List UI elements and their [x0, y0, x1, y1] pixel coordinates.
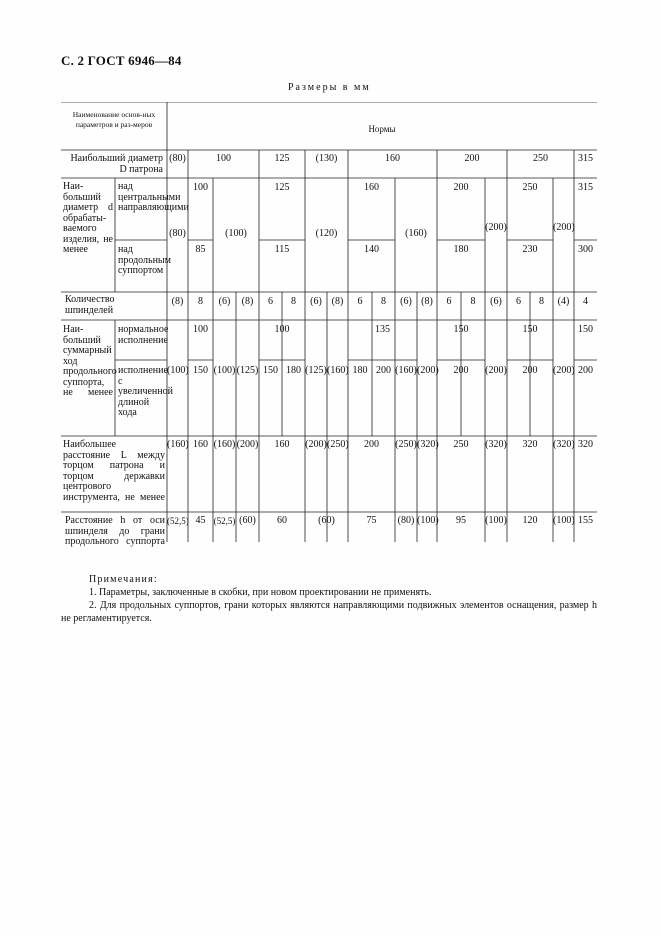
carriage-stroke-label: Наи-больший суммарный ход продольного суппорта, не менее: [63, 324, 117, 398]
table-cell: 100: [193, 324, 208, 335]
table-cell: (80): [169, 228, 186, 239]
table-cell: (60): [239, 515, 256, 526]
table-cell: 200: [522, 365, 538, 376]
table-cell: (250): [327, 439, 349, 450]
table-cell: 160: [364, 182, 379, 193]
table-cell: (8): [331, 296, 344, 307]
norms-header: Нормы: [368, 124, 396, 134]
table-cell: 6: [516, 296, 521, 307]
table-cell: (6): [490, 296, 502, 307]
table-cell: 85: [195, 244, 206, 255]
table-cell: 100: [216, 153, 231, 164]
table-cell: 200: [453, 365, 469, 376]
table-cell: 200: [578, 365, 593, 376]
table-cell: 250: [533, 153, 548, 164]
notes: [61, 573, 597, 625]
table-cell: (6): [218, 296, 231, 307]
table-cell: 6: [268, 296, 273, 307]
table-cell: 95: [456, 515, 466, 526]
param-header: Наименование основ-ных параметров и раз-меров: [72, 110, 156, 129]
table-cell: 180: [286, 365, 301, 376]
table-cell: (200): [485, 365, 507, 376]
table-cell: 250: [453, 439, 469, 450]
table-cell: 8: [198, 296, 203, 307]
distance-h-label: Расстояние h от оси шпинделя до грани продольного суппорта: [65, 515, 165, 547]
table-cell: 150: [453, 324, 469, 335]
table-cell: (100): [485, 515, 507, 526]
units-caption: Размеры в мм: [288, 82, 371, 93]
table-cell: 6: [446, 296, 452, 307]
table-cell: (200): [236, 439, 259, 450]
table-cell: 250: [522, 182, 538, 193]
table-cell: 180: [352, 365, 368, 376]
table-cell: (130): [315, 153, 338, 164]
table-cell: 150: [522, 324, 538, 335]
extended-version-label: исполнение с увеличенной длиной хода: [118, 365, 173, 418]
table-cell: (320): [485, 439, 507, 450]
table-cell: (52,5): [167, 516, 189, 526]
table-cell: 60: [277, 515, 287, 526]
table-cell: 75: [366, 515, 377, 526]
over-guides-label: над центральными направляющими: [118, 181, 189, 213]
table-cell: 45: [195, 515, 206, 526]
table-cell: (120): [315, 228, 338, 239]
table-cell: (250): [395, 439, 417, 450]
table-cell: (100): [213, 365, 236, 376]
table-cell: 320: [522, 439, 538, 450]
table-cell: (80): [397, 515, 415, 526]
table-cell: 125: [274, 153, 290, 164]
table-cell: (52,5): [213, 516, 236, 526]
table-cell: 200: [464, 153, 480, 164]
table-cell: (200): [417, 365, 439, 376]
table-cell: (100): [417, 515, 439, 526]
table-cell: 135: [375, 324, 390, 335]
table-cell: (320): [553, 439, 575, 450]
chuck-diameter-label: Наибольший диаметр D патрона: [70, 153, 163, 175]
distance-l-label: Наибольшее расстояние L между торцом патрона и торцом державки центрового инструмента, не менее: [63, 439, 165, 503]
table-cell: (200): [553, 222, 575, 233]
table-cell: (200): [553, 365, 575, 376]
table-cell: (100): [225, 228, 247, 239]
table-cell: 315: [578, 153, 593, 164]
table-cell: 8: [470, 296, 476, 307]
table-cell: 125: [274, 182, 290, 193]
table-cell: (6): [310, 296, 322, 307]
notes-title: Примечания:: [89, 574, 158, 585]
table-cell: 160: [385, 153, 400, 164]
table-cell: (6): [400, 296, 412, 307]
table-cell: (320): [417, 439, 439, 450]
table-cell: (60): [318, 515, 335, 526]
table-cell: 160: [193, 439, 208, 450]
table-cell: 140: [364, 244, 379, 255]
workpiece-diameter-label: Наи-больший диаметр d обрабаты-ваемого изделия, не менее: [63, 181, 113, 255]
page-header: С. 2 ГОСТ 6946—84: [61, 53, 182, 68]
table-cell: (80): [169, 153, 186, 164]
table-cell: 150: [193, 365, 208, 376]
normal-version-label: нормальное исполнение: [118, 324, 169, 346]
table-cell: (160): [213, 439, 236, 450]
table-cell: 4: [583, 296, 588, 307]
table-cell: 160: [274, 439, 290, 450]
table-cell: (100): [167, 365, 189, 376]
table-cell: (160): [405, 228, 427, 239]
table-cell: (100): [553, 515, 575, 526]
table-cell: 150: [263, 365, 278, 376]
table-cell: 200: [453, 182, 469, 193]
table-cell: (125): [305, 365, 327, 376]
table-cell: (200): [305, 439, 327, 450]
table-cell: (160): [327, 365, 349, 376]
table-cell: 8: [381, 296, 386, 307]
table-cell: (4): [557, 296, 570, 307]
table-cell: 155: [578, 515, 593, 526]
parameters-table: [61, 102, 597, 580]
table-cell: (200): [485, 222, 507, 233]
table-cell: 115: [274, 244, 290, 255]
note-1: 1. Параметры, заключенные в скобки, при новом проектировании не применять.: [89, 587, 432, 598]
table-cell: (160): [395, 365, 417, 376]
table-cell: (8): [421, 296, 433, 307]
table-cell: (8): [241, 296, 254, 307]
table-cell: (8): [171, 296, 184, 307]
table-cell: (125): [236, 365, 259, 376]
over-carriage-label: над продольным суппортом: [118, 244, 171, 276]
table-cell: 200: [376, 365, 391, 376]
spindle-count-label: Количество шпинделей: [65, 294, 115, 316]
table-cell: 120: [522, 515, 538, 526]
table-cell: 300: [578, 244, 593, 255]
table-cell: 315: [578, 182, 593, 193]
note-2: 2. Для продольных суппортов, грани которых являются направляющими подвижных элементов оснащения, размер h не регламентируется.: [61, 600, 597, 624]
table-cell: 6: [357, 296, 363, 307]
table-cell: 200: [364, 439, 379, 450]
table-cell: 100: [274, 324, 290, 335]
table-cell: 100: [193, 182, 208, 193]
table-cell: 150: [578, 324, 593, 335]
table-cell: 320: [578, 439, 593, 450]
table-cell: 8: [291, 296, 296, 307]
table-cell: 8: [539, 296, 544, 307]
table-cell: 180: [453, 244, 469, 255]
table-cell: (160): [167, 439, 189, 450]
table-cell: 230: [522, 244, 538, 255]
